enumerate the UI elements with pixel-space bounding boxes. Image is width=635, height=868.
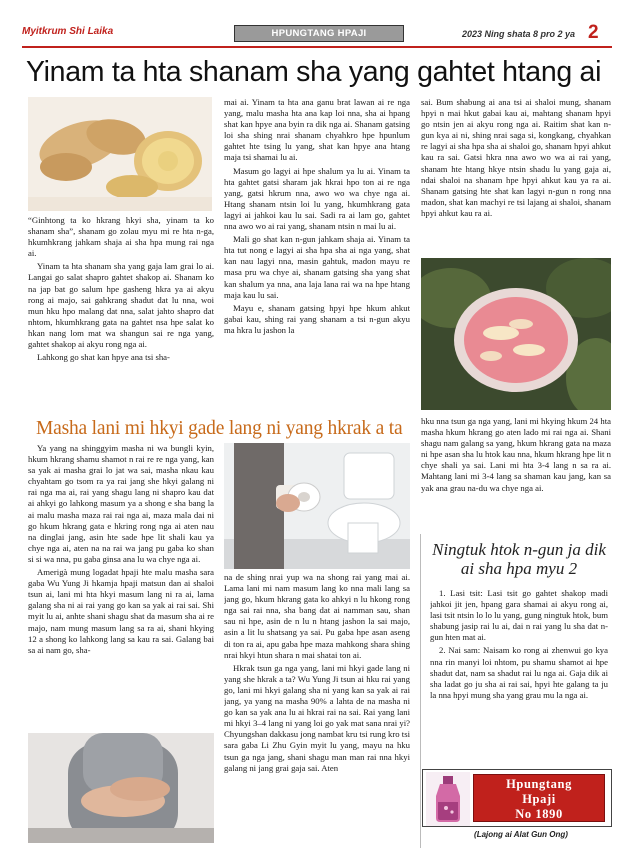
paragraph: hku nna tsun ga nga yang, lani mi hkying hkum 24 hta masha hkum hkrang go aten lado mi rai nga ai. Shani shagu nam galang sa yang, hkum hkrang gata na maza ni hpe asan sha lu htok kau nna, hkum hkrang hpe lit n chye shali ya sai. Lani mi hta 3-4 lang n sa ra ai. Mahtang lani mi 3-4 lang sa shaman kau jang, kan sa yak ana grau na-du wa chye nga ai.	[421, 416, 611, 493]
column-2-lower	[224, 572, 410, 842]
paragraph: Hkrak tsun ga nga yang, lani mi hkyi gade lang ni yang she hkrak a ta? Wu Yung Ji tsun ai hku rai yang go, lani mi hkyi galang sha ni yang kan sa yak ai rai jang, ya yang na masha 90% a lahta de na masha ni go kan sa yak ana lu ai hkrai rai na sai. Rai yang lani mi hkyi 3–4 lang ni yang loi go yak mat sana nrai yi? Chyungshan dakkasu jong nambat kru tsi rung kro tsi sara gaba Li Zhu Gyin myit lu yang, mayu na hku tsun ga nga jang, shani shagu man man rai nna hkyi galang ni jang grai gaja sai. Aten	[224, 662, 410, 773]
issue-date: 2023 Ning shata 8 pro 2 ya	[462, 29, 576, 39]
section-banner: HPUNGTANG HPAJI	[234, 25, 404, 42]
header-rule	[22, 46, 612, 48]
logo-line: No 1890	[515, 807, 563, 821]
toilet-photo	[224, 443, 410, 569]
page-number: 2	[588, 22, 599, 43]
sidebar-box-body	[430, 588, 608, 766]
paragraph: Ya yang na shinggyim masha ni wa bungli kyin, hkum hkrang shamu shamot n rai re re nga yang, kan sa yak ai masha grai lo jat wa sai, masha nkau kau chyahtam go tsom ra ya rai jang she hkyi galang ni rai nga ma ai, rai yang shagu lang ni shapro kau dat ai ahkyi go lahkong masum ya a shong e sha bang la ai malu masha maza rai rai nga ai, maza mala dai ni go hkum hkrang gata e hkring rong nga ai aten nau na dinglai jang, asin hte sade hpe lit shali kau ya chye nga ai, aten na na rai wa jang pu gaba ko shan si si wa nna, pu gaba ginsa ana lu wa chye nga ai.	[28, 443, 214, 564]
paragraph: mai ai. Yinam ta hta ana ganu brat lawan ai re nga yang, malu masha hta ana kap loi nna, sha ai hpang shat kan hpye ana byin ra dik nga ai. Shanam gatsing loi sha shing nrai shanam chyahkro hpe hpunlum gahtet hte tsing lu yang, shat kan hpye ana htang maja tsi shamai lu ai.	[224, 97, 410, 163]
paragraph: Amerigà mung logadat hpaji hte malu masha sara gaba Wu Yung Ji hkamja hpaji matsun dan ai shaloi tsun ai, lani mi hta hkyi masum lang ni ra ai, lama galang sha ni ai rai yang go kan sa yak ai rai sai. Shi myit lu ai, anhte shani shagu shat da masum sha ai re majo, nam mung masum lang sa ra ai, shani hkying 12 a shong ko lahkong lang sa kau ra sai. Galang bai sa ai nam go, sha-	[28, 567, 214, 655]
section-subheadline: Masha lani mi hkyi gade lang ni yang hkrak a ta	[36, 418, 403, 439]
paragraph: Mali go shat kan n-gun jahkam shaja ai. Yinam ta hta tut nong e lagyi ai sha hpa sha ai nga yang, shat kan nau lagyi nna, masin gahtuk, madon mayu re masa pru wa chye ai, shanam gatsing sha yang shat kan shalum ya nna, ana laja lana rai wa na hpe htang maja kau lu sai.	[224, 234, 410, 300]
column-1-upper	[28, 215, 214, 410]
logo-line: Hpaji	[522, 792, 556, 806]
list-item: 2. Nai sam: Naisam ko rong ai zhenwui go kya nna rin manyi loi nhtom, pu shamu shamot ai hpe shadut dat, nam sa shadut rai lu nga ai. Gaja dik ai sha ladat go ju sha ai rai sai, hpyi hte galang ta ju la nna hpyi mung sha yang grau mu la nga ai.	[430, 645, 608, 700]
ginger-drink-photo	[421, 258, 611, 410]
column-3-lower	[421, 416, 611, 530]
column-1-lower	[28, 443, 214, 731]
logo-line: Hpungtang	[506, 777, 572, 791]
stomach-ache-photo	[28, 733, 214, 843]
page-headline: Yinam ta hta shanam sha yang gahtet htang ai	[26, 56, 602, 88]
sidebar-box-title: Ningtuk htok n-gun ja dik ai sha hpa myu 2	[432, 540, 606, 578]
paragraph: Yinam ta hta shanam sha yang gaja lam grai lo ai. Langai go salat shapro gahtet shakop ai. Shanam ko na jap bat go salum hpe gasheng hkra ya ai akyu rong ai majo, sai gahkrang shadut dat lu nna, woi mun hku hpo malang dat nna, salat jahto shapro dat nhtom, hkumhkrang gata na gahtet nsa hpe salat ko hkan nang lom mat wa shangun sai re nga yang, gahtet shakop ai akyu rong nga ai.	[28, 261, 214, 350]
publication-brand: Myitkrum Shi Laika	[22, 26, 114, 37]
column-logo-title	[473, 774, 605, 822]
paragraph: “Ginhtong ta ko hkrang hkyi sha, yinam ta ko shanam sha”, shanam go zolau myu mi re hta n-ga, hkumhkrang jahkam shaja ai sha hpa mung rai nga ai.	[28, 215, 214, 259]
column-2-upper	[224, 97, 410, 410]
paragraph: Mayu e, shanam gatsing hpyi hpe hkum ahkut gabai kau, shing rai yang shanam a tsi n-gun akyu ma hkra lu jashon la	[224, 302, 410, 335]
potion-bottle-icon	[426, 772, 470, 826]
paragraph: na de shing nrai yup wa na shong rai yang mai ai. Lama lani mi nam masum lang ko nna mali lang sa jang go, hkum hkrang gata ko ahkyi n lu hkong rong nga sai rai nna, sha bang dat ai namman sau, shan sau ni hpe, asin de n lu n htang jashon la sai majo, asin a lit lu shatsang ya sai. Pu gaba hpe asan aseng di ton ra ai, apu gaba hpe maza mahkong shara shing nrai hkyi htun shara n mai shatai ton ai.	[224, 572, 410, 660]
paragraph: Masum go lagyi ai hpe shalum ya lu ai. Yinam ta hta gahtet gatsi sharam jak hkrai hpo ton ai re nga yang, gatsi hkrum nna, awo wo wa chye nga ai. Htang shanam ntsin loi lu yang, hkumhkrang gata lagyi ai jahkoi kau lu sai. Sadi ra ai lam go, gahtet nna awo wo ai rai yang, shanam ntsin n mai lu ai.	[224, 165, 410, 232]
paragraph: Lahkong go shat kan hpye ana tsi sha-	[37, 352, 170, 363]
paragraph: sai. Bum shabung ai ana tsi ai shaloi mung, shanam hpyi n mai hkut gabai kau ai, mahtang shanam hpyi go ntsin jen ai akyu rong nga ai. Raitim shat kan n-gun kya ai ni, shing nrai saga si, kongkang, chyahkan re lagyi ai sha hpa sha ai shaloi go, shanam hpyi ahkut kau ra sai. Gatsi hkra nna awo wo wa ai rai yang, shanam hte htang hkye ntsin shadu lu yang gaja ai, ndai shaloi na shanam hpe hpyi ahkut kau ya ra ai. Shanam gatsing hte shat kan lagyi n-gun n rong nna madon, shat kan machyi re tsi lajang ai shaloi, shanam hpyi ahkut kau ra ai.	[421, 97, 611, 218]
column-logo	[422, 769, 612, 827]
column-3-upper	[421, 97, 611, 255]
list-item: 1. Lasi tsit: Lasi tsit go gahtet shakop madi jahkoi jit jen, hpang gara shamai ai akyu rong ai, lasi tsit ntsin lo lo lu yang, gung ningtuk htok, bum shabung jasip rai lu ai, dai n rai yang lu sha dat n-gun hten mat ai.	[430, 588, 608, 643]
author-caption: (Lajong ai Alat Gun Ong)	[474, 830, 568, 839]
ginger-photo	[28, 97, 212, 211]
